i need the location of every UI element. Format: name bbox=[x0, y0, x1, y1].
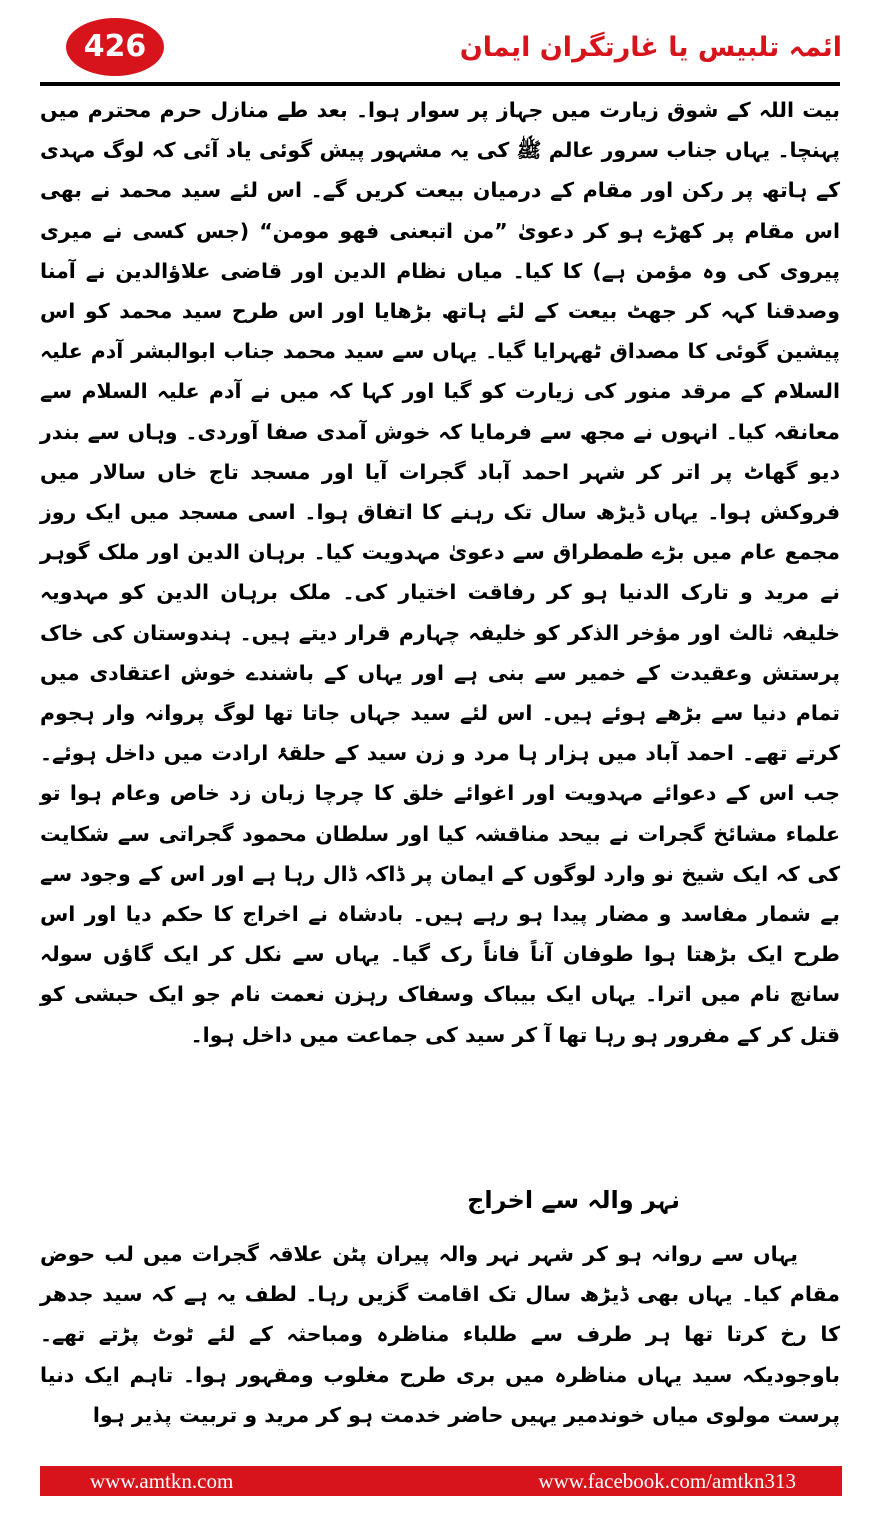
section-heading: نہر والہ سے اخراج bbox=[467, 1186, 680, 1214]
page-header bbox=[40, 12, 846, 88]
paragraph-1: بیت اللہ کے شوق زیارت میں جہاز پر سوار ہوا۔ بعد طے منازل حرم محترم میں پہنچا۔ یہاں جناب سرور عالم ﷺ کی یہ مشہور پیش گوئی یاد آئی کہ لوگ مہدی کے ہاتھ پر رکن اور مقام کے درمیان بیعت کریں گے۔ اس لئے سید محمد نے بھی اس مقام پر کھڑے ہو کر دعویٰ ”من اتبعنی فھو مومن“ (جس کسی نے میری پیروی کی وہ مؤمن ہے) کا کیا۔ میاں نظام الدین اور قاضی علاؤالدین نے آمنا وصدقنا کہہ کر جھٹ بیعت کے لئے ہاتھ بڑھایا اور اس طرح سید محمد کو اس پیشین گوئی کا مصداق ٹھہرایا گیا۔ یہاں سے سید محمد جناب ابوالبشر آدم علیہ السلام کے مرقد منور کی زیارت کو گیا اور کہا کہ میں نے آدم علیہ السلام سے معانقہ کیا۔ انہوں نے مجھ سے فرمایا کہ خوش آمدی صفا آوردی۔ وہاں سے بندر دیو گھاٹ پر اتر کر شہر احمد آباد گجرات آیا اور مسجد تاج خاں سالار میں فروکش ہوا۔ یہاں ڈیڑھ سال تک رہنے کا اتفاق ہوا۔ اسی مسجد میں ایک روز مجمع عام میں بڑے طمطراق سے دعویٰ مہدویت کیا۔ برہان الدین اور ملک گوہر نے مرید و تارک الدنیا ہو کر رفاقت اختیار کی۔ ملک برہان الدین کو مہدویہ خلیفہ ثالث اور مؤخر الذکر کو خلیفہ چہارم قرار دیتے ہیں۔ ہندوستان کی خاک پرستش وعقیدت کے خمیر سے بنی ہے اور یہاں کے باشندے خوش اعتقادی میں تمام دنیا سے بڑھے ہوئے ہیں۔ اس لئے سید جہاں جاتا تھا لوگ پروانہ وار ہجوم کرتے تھے۔ احمد آباد میں ہزار ہا مرد و زن سید کے حلقۂ ارادت میں داخل ہوئے۔ جب اس کے دعوائے مہدویت اور اغوائے خلق کا چرچا زبان زد خاص وعام ہوا تو علماء مشائخ گجرات نے بیحد مناقشہ کیا اور سلطان محمود گجراتی سے شکایت کی کہ ایک شیخ نو وارد لوگوں کے ایمان پر ڈاکہ ڈال رہا ہے اور اس کے وجود سے بے شمار مفاسد و مضار پیدا ہو رہے ہیں۔ بادشاہ نے اخراج کا حکم دیا اور اس طرح ایک بڑھتا ہوا طوفان آناً فاناً رک گیا۔ یہاں سے نکل کر ایک گاؤں سولہ سانچ نام میں اترا۔ یہاں ایک بیباک وسفاک رہزن نعمت نام جو ایک حبشی کو قتل کر کے مفرور ہو رہا تھا آ کر سید کی جماعت میں داخل ہوا۔ bbox=[40, 98, 840, 1047]
website-link[interactable]: www.amtkn.com bbox=[90, 1469, 234, 1493]
facebook-link[interactable]: www.facebook.com/amtkn313 bbox=[538, 1469, 796, 1493]
page-number-badge: 426 bbox=[66, 18, 164, 76]
section-paragraph: یہاں سے روانہ ہو کر شہر نہر والہ پیران پٹن علاقہ گجرات میں لب حوض مقام کیا۔ یہاں بھی ڈیڑھ سال تک اقامت گزیں رہا۔ لطف یہ ہے کہ سید جدھر کا رخ کرتا تھا ہر طرف سے طلباء مناظرہ ومباحثہ کے لئے ٹوٹ پڑتے تھے۔ باوجودیکہ سید یہاں مناظرہ میں بری طرح مغلوب ومقہور ہوا۔ تاہم ایک دنیا پرست مولوی میاں خوندمیر یہیں حاضر خدمت ہو کر مرید و تربیت پذیر ہوا bbox=[40, 1242, 840, 1427]
section-text bbox=[40, 1234, 840, 1435]
footer-bar bbox=[40, 1466, 842, 1496]
main-text bbox=[40, 90, 840, 1055]
book-title: ائمہ تلبیس یا غارتگران ایمان bbox=[459, 32, 842, 63]
header-divider bbox=[40, 82, 840, 86]
